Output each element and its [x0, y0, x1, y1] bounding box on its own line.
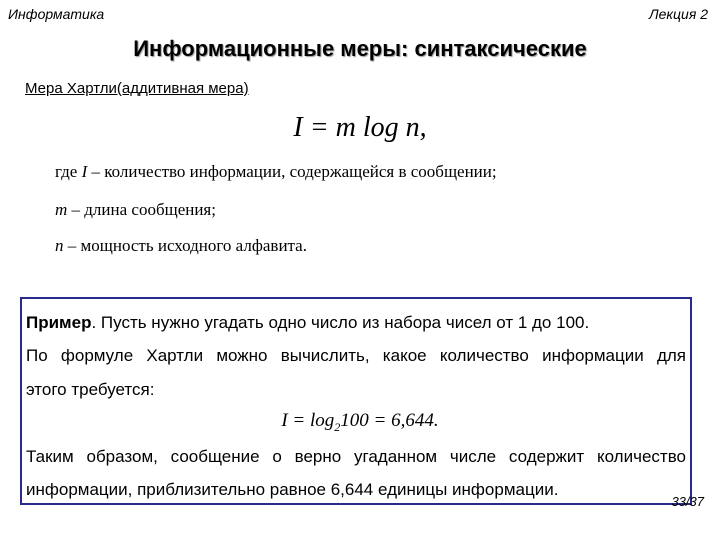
example-line-5: Таким образом, сообщение о верно угаданном числе содержит количество — [26, 447, 686, 466]
example-line-3: этого требуется: — [26, 380, 155, 399]
definition-m — [55, 200, 216, 220]
example-line-2: По формуле Хартли можно вычислить, какое количество информации для — [26, 346, 686, 365]
page-number: 33/37 — [671, 494, 704, 509]
header-course-name: Информатика — [8, 6, 105, 22]
header-lecture-number: Лекция 2 — [649, 6, 708, 22]
example-label: Пример — [26, 313, 92, 332]
definition-prefix: где — [55, 162, 82, 181]
example-formula — [0, 410, 720, 435]
example-formula-lhs: I = log — [281, 410, 335, 431]
example-line-1 — [26, 313, 589, 333]
definition-symbol: m — [55, 200, 68, 219]
definition-symbol: I — [81, 162, 88, 181]
section-subtitle: Мера Хартли(аддитивная мера) — [25, 80, 249, 97]
definition-text: – мощность исходного алфавита. — [63, 236, 307, 255]
hartley-formula: I = m log n, — [293, 112, 427, 143]
definition-n — [55, 236, 307, 256]
example-line-6: информации, приблизительно равное 6,644 единицы информации. — [26, 480, 559, 499]
definition-text: – количество информации, содержащейся в сообщении; — [87, 162, 497, 181]
slide-title: Информационные меры: синтаксические — [133, 36, 587, 61]
example-formula-rhs: 100 = 6,644. — [340, 410, 439, 431]
definition-text: – длина сообщения; — [67, 200, 216, 219]
definition-i — [55, 162, 497, 182]
example-intro-text: . Пусть нужно угадать одно число из набора чисел от 1 до 100. — [91, 313, 590, 332]
example-formula-base: 2 — [334, 419, 341, 434]
definition-symbol: n — [55, 236, 64, 255]
